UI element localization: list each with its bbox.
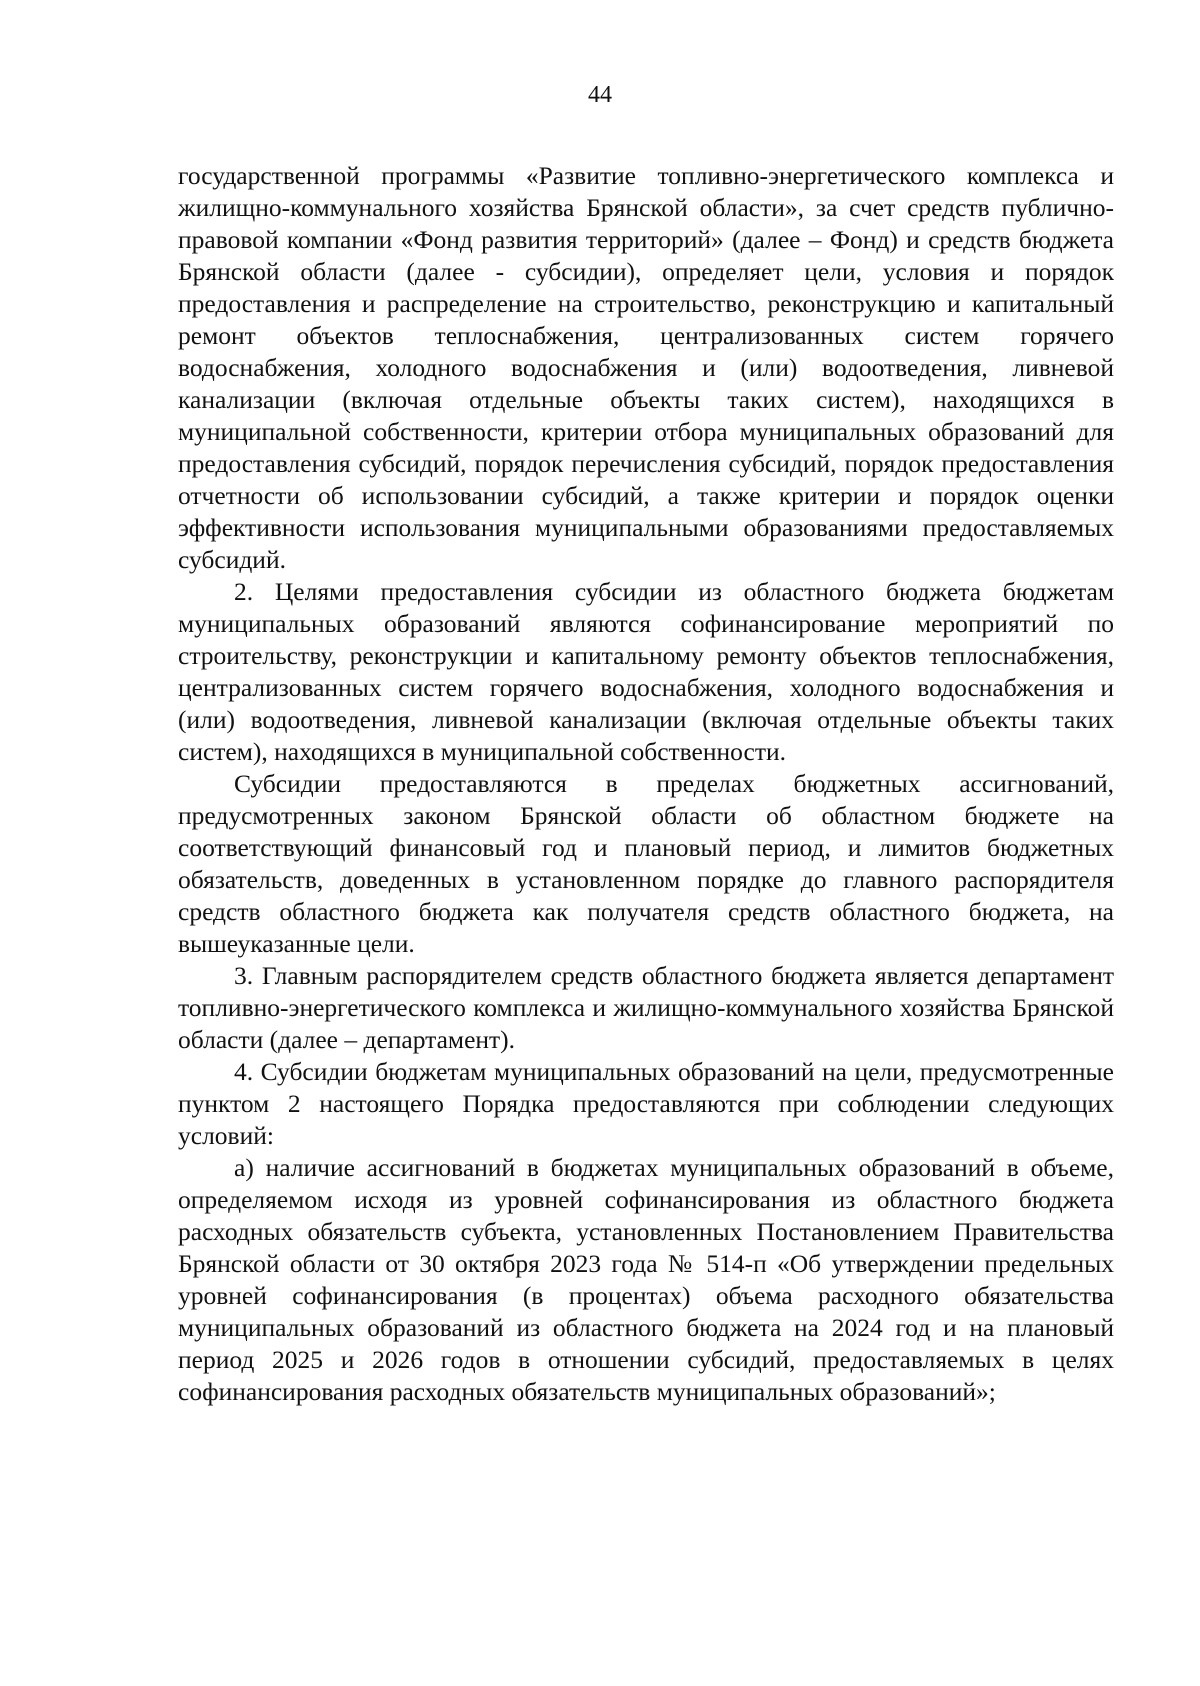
document-body bbox=[178, 160, 1114, 1408]
paragraph-item-3: 3. Главным распорядителем средств областного бюджета является департамент топливно-энергетического комплекса и жилищно-коммунального хозяйства Брянской области (далее – департамент). bbox=[178, 961, 1114, 1054]
paragraph-item-4a: а) наличие ассигнований в бюджетах муниципальных образований в объеме, определяемом исходя из уровней софинансирования из областного бюджета расходных обязательств субъекта, установленных Постановлением Правительства Брянской области от 30 октября 2023 года № 514-п «Об утверждении предельных уровней софинансирования (в процентах) объема расходного обязательства муниципальных образований из областного бюджета на 2024 год и на плановый период 2025 и 2026 годов в отношении субсидий, предоставляемых в целях софинансирования расходных обязательств муниципальных образований»; bbox=[178, 1153, 1114, 1406]
paragraph-subsidies-limits: Субсидии предоставляются в пределах бюджетных ассигнований, предусмотренных законом Брянской области об областном бюджете на соответствующий финансовый год и плановый период, и лимитов бюджетных обязательств, доведенных в установленном порядке до главного распорядителя средств областного бюджета как получателя средств областного бюджета, на вышеуказанные цели. bbox=[178, 769, 1114, 958]
paragraph-intro: государственной программы «Развитие топливно-энергетического комплекса и жилищно-коммунального хозяйства Брянской области», за счет средств публично-правовой компании «Фонд развития территорий» (далее – Фонд) и средств бюджета Брянской области (далее - субсидии), определяет цели, условия и порядок предоставления и распределение на строительство, реконструкцию и капитальный ремонт объектов теплоснабжения, централизованных систем горячего водоснабжения, холодного водоснабжения и (или) водоотведения, ливневой канализации (включая отдельные объекты таких систем), находящихся в муниципальной собственности, критерии отбора муниципальных образований для предоставления субсидий, порядок перечисления субсидий, порядок предоставления отчетности об использовании субсидий, а также критерии и порядок оценки эффективности использования муниципальными образованиями предоставляемых субсидий. bbox=[178, 161, 1114, 574]
paragraph-item-2: 2. Целями предоставления субсидии из областного бюджета бюджетам муниципальных образований являются софинансирование мероприятий по строительству, реконструкции и капитальному ремонту объектов теплоснабжения, централизованных систем горячего водоснабжения, холодного водоснабжения и (или) водоотведения, ливневой канализации (включая отдельные объекты таких систем), находящихся в муниципальной собственности. bbox=[178, 577, 1114, 766]
page-number: 44 bbox=[588, 82, 612, 108]
paragraph-item-4: 4. Субсидии бюджетам муниципальных образований на цели, предусмотренные пунктом 2 настоящего Порядка предоставляются при соблюдении следующих условий: bbox=[178, 1057, 1114, 1150]
